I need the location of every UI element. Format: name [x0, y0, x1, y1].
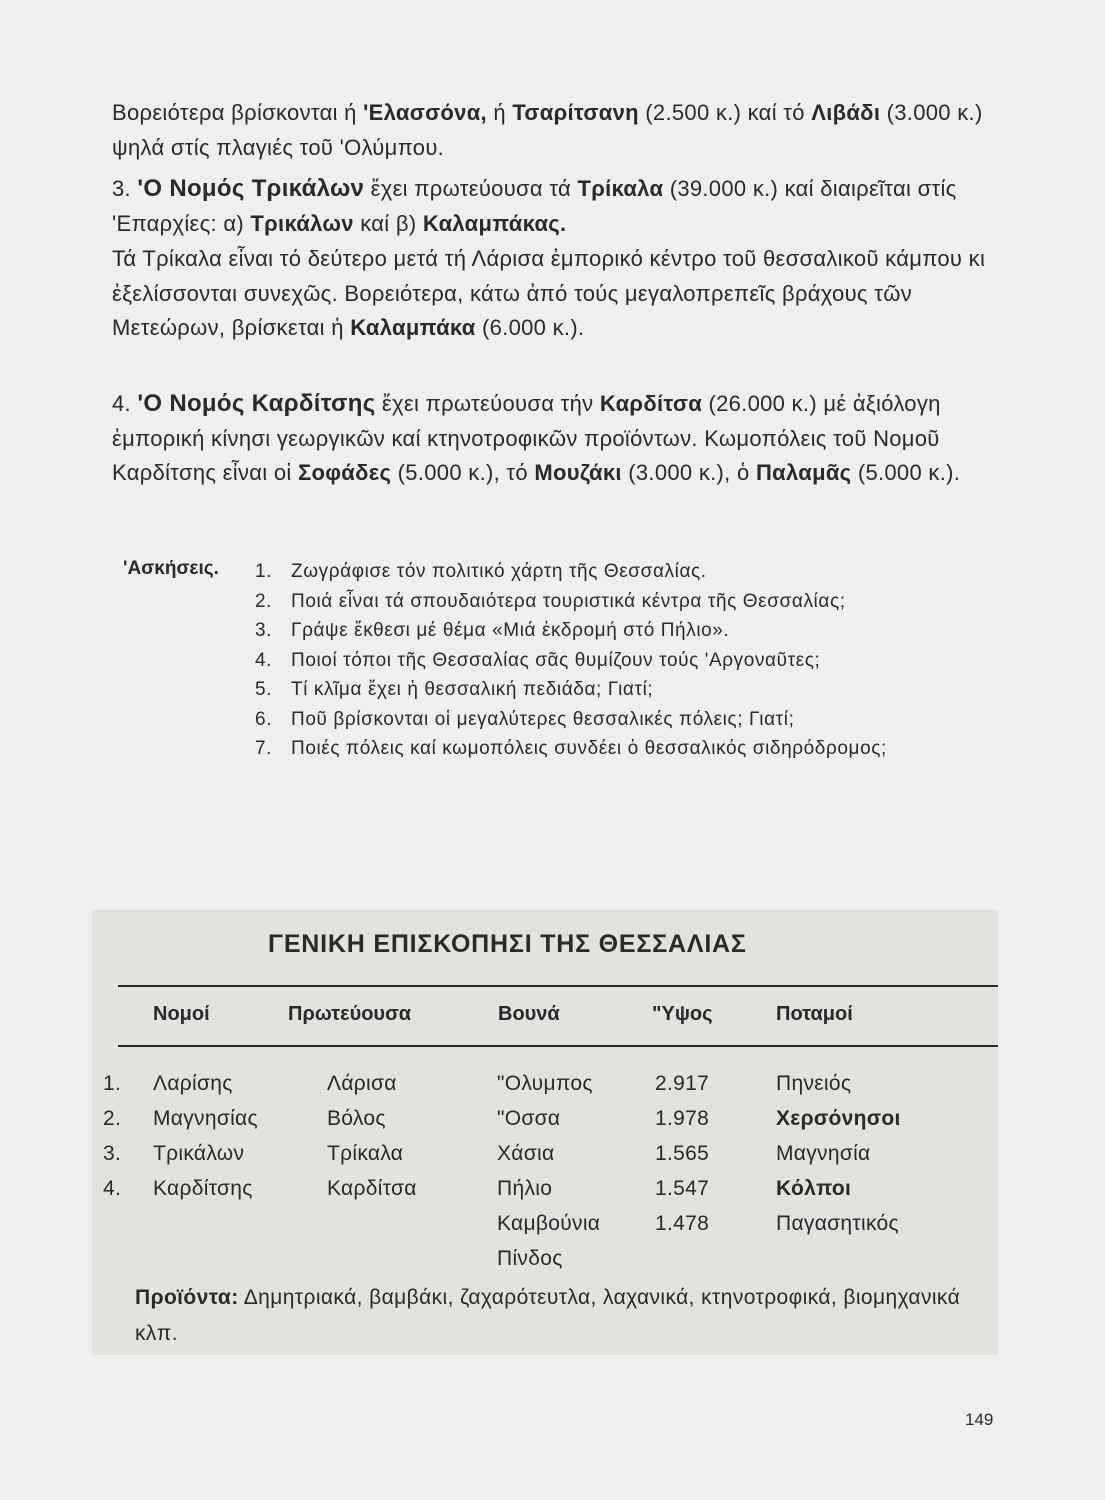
column-capitals — [327, 1066, 417, 1206]
mountain-cell: Πίνδος — [497, 1247, 563, 1270]
feature-cell: Παγασητικός — [776, 1212, 899, 1235]
height-cell: 2.917 — [655, 1072, 710, 1095]
exercise-number: 2. — [255, 590, 273, 612]
height-cell: 1.547 — [655, 1177, 710, 1200]
exercise-item — [255, 734, 975, 764]
exercises-list — [255, 557, 975, 764]
exercise-item — [255, 587, 975, 617]
exercise-item — [255, 616, 975, 646]
header-capital: Πρωτεύουσα — [288, 1003, 412, 1025]
exercise-text: Ποιές πόλεις καί κωμοπόλεις συνδέει ὁ θεσσαλικός σιδηρόδρομος; — [291, 738, 887, 759]
feature-cell: Πηνειός — [776, 1072, 852, 1095]
products-label: Προϊόντα: — [135, 1286, 239, 1309]
exercise-text: Ποιά εἶναι τά σπουδαιότερα τουριστικά κέντρα τῆς Θεσσαλίας; — [291, 590, 846, 612]
products-text: Δημητριακά, βαμβάκι, ζαχαρότευτλα, λαχανικά, κτηνοτροφικά, βιομηχανικά κλπ. — [135, 1286, 961, 1345]
exercise-text: Ποῦ βρίσκονται οἱ μεγαλύτερες θεσσαλικές πόλεις; Γιατί; — [291, 708, 795, 730]
capital-cell: Τρίκαλα — [327, 1142, 404, 1165]
table-top-rule — [118, 985, 998, 987]
paragraph-elassona: Βορειότερα βρίσκονται ή 'Ελασσόνα, ή Τσαρίτσανη (2.500 κ.) καί τό Λιβάδι (3.000 κ.) ψηλά στίς πλαγιές τοῦ 'Ολύμπου. — [112, 100, 983, 160]
exercise-number: 6. — [255, 708, 273, 730]
exercise-item — [255, 646, 975, 676]
exercise-number: 4. — [255, 649, 273, 671]
exercise-text: Γράψε ἔκθεσι μέ θέμα «Μιά ἐκδρομή στό Πήλιο». — [291, 620, 730, 641]
column-numbers — [103, 1066, 121, 1206]
exercise-number: 3. — [255, 620, 273, 641]
column-prefectures — [153, 1066, 258, 1206]
column-heights — [655, 1066, 709, 1241]
prefecture-cell: Καρδίτσης — [153, 1177, 253, 1200]
paragraph-trikala-city: Τά Τρίκαλα εἶναι τό δεύτερο μετά τή Λάρισα ἐμπορικό κέντρο τοῦ θεσσαλικοῦ κάμπου κι ἐξελίσσονται συνεχῶς. Βορειότερα, κάτω ἀπό τούς μεγαλοπρεπεῖς βράχους τῶν Μετεώρων, βρίσκεται ἡ Καλαμπάκα (6.000 κ.). — [112, 246, 986, 340]
exercise-text: Ζωγράφισε τόν πολιτικό χάρτη τῆς Θεσσαλίας. — [291, 561, 707, 582]
row-number: 1. — [103, 1072, 122, 1095]
column-rivers — [776, 1066, 901, 1241]
mountain-cell: Χάσια — [497, 1142, 555, 1165]
paragraph-karditsa-prefecture: 4. 'Ο Νομός Καρδίτσης ἔχει πρωτεύουσα τήν Καρδίτσα (26.000 κ.) μέ ἀξιόλογη ἐμπορική κίνησι γεωργικῶν καί κτηνοτροφικῶν προϊόντων. Κωμοπόλεις τοῦ Νομοῦ Καρδίτσης εἶναι οἱ Σοφάδες (5.000 κ.), τό Μουζάκι (3.000 κ.), ὁ Παλαμᾶς (5.000 κ.). — [112, 390, 961, 485]
capital-cell: Βόλος — [327, 1107, 386, 1130]
row-number: 4. — [103, 1177, 122, 1200]
paragraph-trikala-prefecture: 3. 'Ο Νομός Τρικάλων ἔχει πρωτεύουσα τά Τρίκαλα (39.000 κ.) καί διαιρεῖται στίς 'Επαρχίες: α) Τρικάλων καί β) Καλαμπάκας. — [112, 175, 957, 236]
feature-cell: Μαγνησία — [776, 1142, 871, 1165]
mountain-cell: Πήλιο — [497, 1177, 553, 1200]
header-height: "Υψος — [652, 1003, 713, 1025]
prefecture-cell: Μαγνησίας — [153, 1107, 258, 1130]
capital-cell: Καρδίτσα — [327, 1177, 417, 1200]
height-cell: 1.978 — [655, 1107, 710, 1130]
exercise-item — [255, 675, 975, 705]
header-mountains: Βουνά — [498, 1003, 560, 1025]
height-cell: 1.565 — [655, 1142, 710, 1165]
products-line — [135, 1280, 985, 1352]
table-header-rule — [118, 1045, 998, 1047]
overview-title: ΓΕΝΙΚΗ ΕΠΙΣΚΟΠΗΣΙ ΤΗΣ ΘΕΣΣΑΛΙΑΣ — [268, 930, 747, 958]
height-cell: 1.478 — [655, 1212, 710, 1235]
exercise-item — [255, 557, 975, 587]
mountain-cell: "Ολυμπος — [497, 1072, 593, 1095]
page-number: 149 — [965, 1410, 994, 1429]
exercise-number: 5. — [255, 679, 273, 700]
mountain-cell: "Οσσα — [497, 1107, 561, 1130]
exercise-text: Τί κλῖμα ἔχει ἡ θεσσαλική πεδιάδα; Γιατί; — [291, 679, 654, 700]
exercise-item — [255, 705, 975, 735]
row-number: 2. — [103, 1107, 122, 1130]
exercise-text: Ποιοί τόποι τῆς Θεσσαλίας σᾶς θυμίζουν τούς 'Αργοναῦτες; — [291, 649, 821, 671]
exercise-number: 7. — [255, 738, 273, 759]
header-prefectures: Νομοί — [153, 1003, 210, 1025]
exercises-heading: 'Ασκήσεις. — [123, 558, 219, 579]
row-number: 3. — [103, 1142, 122, 1165]
mountain-cell: Καμβούνια — [497, 1212, 601, 1235]
exercise-number: 1. — [255, 561, 273, 582]
header-rivers: Ποταμοί — [776, 1003, 853, 1025]
prefecture-cell: Τρικάλων — [153, 1142, 245, 1165]
feature-heading-cell: Κόλποι — [776, 1177, 852, 1200]
capital-cell: Λάρισα — [327, 1072, 397, 1095]
feature-heading-cell: Χερσόνησοι — [776, 1107, 901, 1130]
prefecture-cell: Λαρίσης — [153, 1072, 233, 1095]
column-mountains — [497, 1066, 600, 1276]
